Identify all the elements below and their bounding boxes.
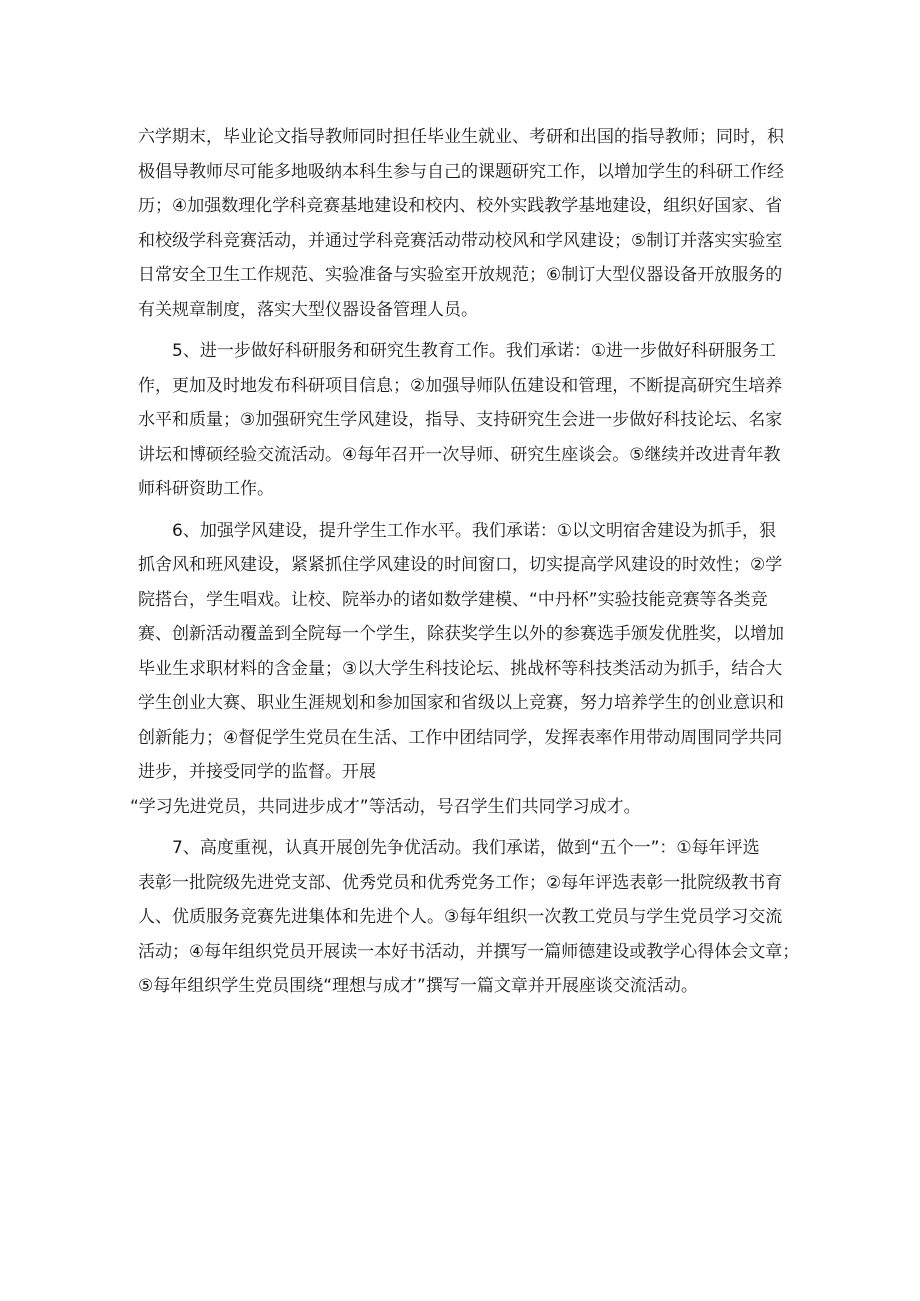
paragraph-item-7 (138, 831, 800, 1004)
text-line: 作，更加及时地发布科研项目信息；②加强导师队伍建设和管理，不断提高研究生培养 (138, 375, 783, 396)
document-body (130, 120, 800, 1004)
text-line: 历；④加强数理化学科竞赛基地建设和校内、校外实践教学基地建设，组织好国家、省 (138, 196, 783, 216)
text-line: 创新能力；④督促学生党员在生活、工作中团结同学，发挥表率作用带动周围同学共同 (138, 727, 783, 748)
text-line: 毕业生求职材料的含金量；③以大学生科技论坛、挑战杯等科技类活动为抓手，结合大 (138, 658, 783, 679)
text-line: 院搭台，学生唱戏。让校、院举办的诸如数学建模、“中丹杯”实验技能竞赛等各类竞 (138, 589, 768, 610)
text-line: 讲坛和博硕经验交流活动。④每年召开一次导师、研究生座谈会。⑤继续并改进青年教 (138, 444, 781, 465)
text-line: 师科研资助工作。 (138, 479, 274, 499)
text-line: 学生创业大赛、职业生涯规划和参加国家和省级以上竞赛，努力培养学生的创业意识和 (138, 693, 784, 713)
paragraph-continuation (138, 120, 788, 327)
text-line: 进步，并接受同学的监督。开展 (138, 762, 376, 782)
text-line: 日常安全卫生工作规范、实验准备与实验室开放规范；⑥制订大型仪器设备开放服务的 (138, 265, 783, 285)
text-line: ⑤每年组织学生党员围绕“理想与成才”撰写一篇文章并开展座谈交流活动。 (138, 976, 698, 996)
text-line: 活动；④每年组织党员开展读一本好书活动，并撰写一篇师德建设或教学心得体会文章； (138, 941, 800, 962)
text-line: 赛、创新活动覆盖到全院每一个学生，除获奖学生以外的参赛选手颁发优胜奖，以增加 (138, 624, 784, 644)
text-line: 有关规章制度，落实大型仪器设备管理人员。 (138, 299, 478, 320)
text-line: 水平和质量；③加强研究生学风建设，指导、支持研究生会进一步做好科技论坛、名家 (138, 410, 783, 430)
text-line: 7、高度重视，认真开展创先争优活动。我们承诺，做到“五个一”：①每年评选 (172, 838, 760, 858)
paragraph-item-5 (138, 334, 788, 507)
text-line: 和校级学科竞赛活动，并通过学科竞赛活动带动校风和学风建设；⑤制订并落实实验室 (138, 230, 783, 251)
text-line: 六学期末，毕业论文指导教师同时担任毕业生就业、考研和出国的指导教师；同时，积 (138, 127, 784, 147)
text-line: 抓舍风和班风建设，紧紧抓住学风建设的时间窗口，切实提高学风建设的时效性；②学 (138, 555, 783, 575)
text-line: “学习先进党员，共同进步成才”等活动，号召学生们共同学习成才。 (130, 796, 641, 817)
text-line: 5、进一步做好科研服务和研究生教育工作。我们承诺：①进一步做好科研服务工 (172, 341, 777, 361)
paragraph-item-6 (130, 514, 788, 825)
text-line: 极倡导教师尽可能多地吸纳本科生参与自己的课题研究工作，以增加学生的科研工作经 (138, 161, 784, 182)
text-line: 6、加强学风建设，提升学生工作水平。我们承诺：①以文明宿舍建设为抓手，狠 (172, 520, 777, 541)
text-line: 表彰一批院级先进党支部、优秀党员和优秀党务工作；②每年评选表彰一批院级教书育 (138, 872, 783, 893)
text-line: 人、优质服务竞赛先进集体和先进个人。③每年组织一次教工党员与学生党员学习交流 (138, 907, 783, 927)
